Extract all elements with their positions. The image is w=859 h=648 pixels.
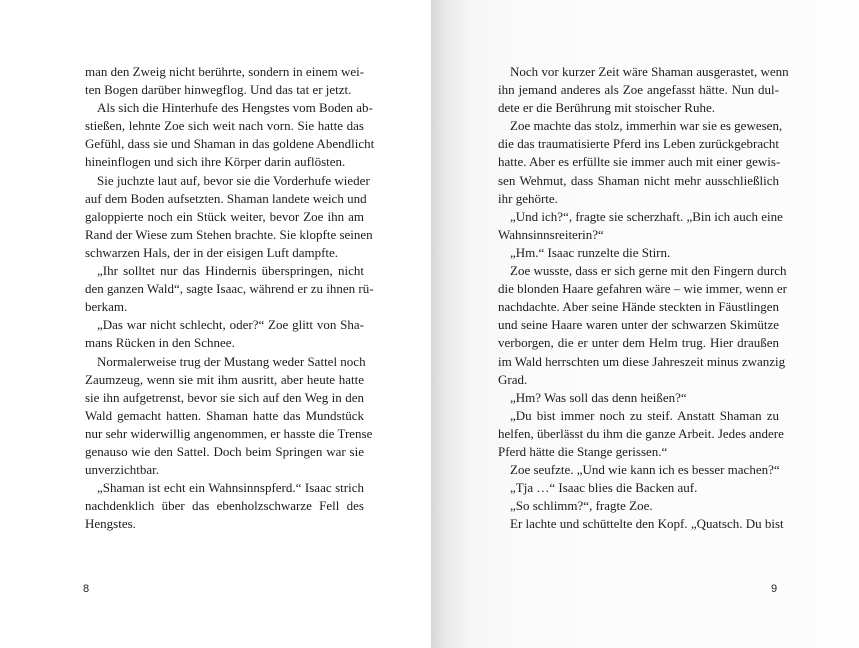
text-line: Noch vor kurzer Zeit wäre Shaman ausgerastet, wenn bbox=[510, 64, 789, 79]
text-line: Rand der Wiese zum Stehen brachte. Sie klopfte seinen bbox=[85, 226, 373, 242]
text-line: „Du bist immer noch zu steif. Anstatt Shaman zu bbox=[510, 407, 779, 423]
text-line: „Tja …“ Isaac blies die Backen auf. bbox=[510, 480, 698, 496]
text-line: ihn jemand anderes als Zoe angefasst hätte. Nun dul- bbox=[498, 82, 779, 98]
text-line: genauso wie den Sattel. Doch beim Springen war sie bbox=[85, 443, 364, 459]
text-line: „Ihr solltet nur das Hindernis überspringen, nicht bbox=[97, 263, 364, 279]
text-line: Gefühl, dass sie und Shaman in das goldene Abendlicht bbox=[85, 136, 375, 152]
text-line: man den Zweig nicht berührte, sondern in einem wei- bbox=[85, 64, 365, 79]
text-line: Zoe wusste, dass er sich gerne mit den Fingern durch bbox=[510, 263, 787, 279]
text-line: Hengstes. bbox=[85, 516, 136, 532]
text-line: „Shaman ist echt ein Wahnsinnspferd.“ Isaac strich bbox=[97, 480, 364, 496]
text-line: auf dem Boden aufsetzten. Shaman landete weich und bbox=[85, 190, 367, 206]
text-line: Er lachte und schüttelte den Kopf. „Quatsch. Du bist bbox=[510, 516, 784, 532]
text-line: Grad. bbox=[498, 371, 528, 387]
text-line: hineinflogen und sich ihre Körper darin auflösten. bbox=[85, 154, 346, 170]
text-line: Als sich die Hinterhufe des Hengstes vom Boden ab- bbox=[97, 100, 373, 116]
text-line: „Und ich?“, fragte sie scherzhaft. „Bin ich auch eine bbox=[510, 208, 783, 224]
text-line: ten Bogen darüber hinwegflog. Und das tat er jetzt. bbox=[85, 82, 352, 98]
text-line: verborgen, die er unter dem Helm trug. Hier draußen bbox=[498, 335, 779, 351]
text-line: dete er die Berührung mit stoischer Ruhe. bbox=[498, 100, 715, 116]
text-line: Wald gemacht hatten. Shaman hatte das Mundstück bbox=[85, 407, 364, 423]
text-line: den ganzen Wald“, sagte Isaac, während er zu ihnen rü- bbox=[85, 281, 374, 297]
text-line: Wahnsinnsreiterin?“ bbox=[498, 226, 604, 242]
text-line: „Das war nicht schlecht, oder?“ Zoe glitt von Sha- bbox=[97, 317, 364, 333]
left-page-number: 8 bbox=[83, 583, 90, 595]
right-page-number: 9 bbox=[771, 583, 778, 595]
text-line: galoppierte noch ein Stück weiter, bevor Zoe ihn am bbox=[85, 208, 364, 224]
right-page bbox=[431, 0, 859, 648]
text-line: Zoe machte das stolz, immerhin war sie es gewesen, bbox=[510, 118, 783, 134]
text-line: „Hm? Was soll das denn heißen?“ bbox=[510, 389, 687, 405]
text-line: helfen, überlässt du ihm die ganze Arbeit. Jedes andere bbox=[498, 425, 784, 441]
text-line: die blonden Haare gefahren wäre – wie immer, wenn er bbox=[498, 281, 787, 297]
text-line: nur sehr widerwillig angenommen, er hasste die Trense bbox=[85, 425, 373, 441]
text-line: Zaumzeug, wenn sie mit ihm ausritt, aber heute hatte bbox=[85, 371, 364, 387]
text-line: sen Wehmut, dass Shaman nicht mehr ausschließlich bbox=[498, 172, 779, 188]
text-line: „So schlimm?“, fragte Zoe. bbox=[510, 498, 653, 514]
text-line: die das traumatisierte Pferd ins Leben zurückgebracht bbox=[498, 136, 779, 152]
text-line: Sie juchzte laut auf, bevor sie die Vorderhufe wieder bbox=[97, 172, 370, 188]
text-line: nachdenklich über das ebenholzschwarze Fell des bbox=[85, 498, 364, 514]
text-line: Normalerweise trug der Mustang weder Sattel noch bbox=[97, 353, 366, 369]
text-line: berkam. bbox=[85, 299, 128, 315]
text-line: nachdachte. Aber seine Hände steckten in Fäustlingen bbox=[498, 299, 779, 315]
left-page-text bbox=[85, 63, 375, 533]
text-line: unverzichtbar. bbox=[85, 462, 159, 478]
text-line: hatte. Aber es erfüllte sie immer auch mit einer gewis- bbox=[498, 154, 781, 170]
text-line: mans Rücken in den Schnee. bbox=[85, 335, 235, 351]
text-line: ihr gehörte. bbox=[498, 190, 558, 206]
text-line: Zoe seufzte. „Und wie kann ich es besser machen?“ bbox=[510, 462, 780, 478]
text-line: und seine Haare waren unter der schwarzen Skimütze bbox=[498, 317, 779, 333]
text-line: Pferd hätte die Stange gerissen.“ bbox=[498, 443, 668, 459]
text-line: „Hm.“ Isaac runzelte die Stirn. bbox=[510, 244, 671, 260]
text-line: stießen, lehnte Zoe sich weit nach vorn. Sie hatte das bbox=[85, 118, 364, 134]
right-page-text bbox=[498, 63, 789, 533]
text-line: sie ihn aufgetrenst, bevor sie sich auf den Weg in den bbox=[85, 389, 364, 405]
text-line: im Wald herrschten um diese Jahreszeit minus zwanzig bbox=[498, 353, 786, 369]
text-line: schwarzen Hals, der in der eisigen Luft dampfte. bbox=[85, 244, 339, 260]
